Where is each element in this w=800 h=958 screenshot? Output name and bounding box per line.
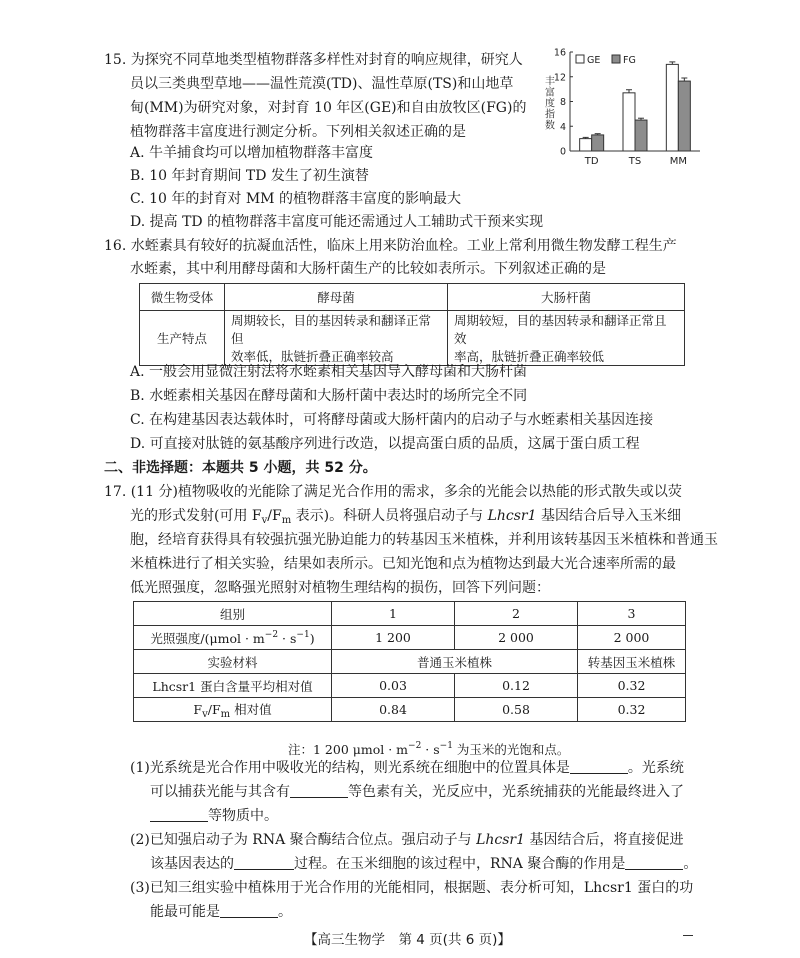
table-header: 大肠杆菌 bbox=[448, 284, 685, 311]
q17-part-3-line-2 bbox=[150, 902, 292, 922]
table-row-header bbox=[134, 626, 332, 650]
table-row-header bbox=[134, 698, 332, 722]
cell-line: 周期较长，目的基因转录和翻译正常但 bbox=[231, 313, 432, 346]
text-span: 能最可能是 bbox=[150, 904, 220, 920]
table-cell: 转基因玉米植株 bbox=[578, 650, 686, 674]
text-span: 等色素有关，光反应中，光系统捕获的光能最终进入了 bbox=[348, 784, 684, 800]
cell-line: 效率低，肽链折叠正确率较高 bbox=[231, 349, 394, 364]
q15-line-1: 15. 为探究不同草地类型植物群落多样性对封育的响应规律，研究人 bbox=[104, 52, 523, 68]
text-span: 基因结合后导入玉米细 bbox=[536, 508, 681, 524]
text-span: 等物质中。 bbox=[208, 808, 278, 824]
q16-line-2: 水蛭素，其中利用酵母菌和大肠杆菌生产的比较如表所示。下列叙述正确的是 bbox=[130, 261, 606, 277]
text-span: 为玉米的光饱和点。 bbox=[452, 742, 570, 757]
y-tick-label: 16 bbox=[553, 47, 566, 59]
q17-line-4: 米植株进行了相关实验，结果如表所示。已知光饱和点为植物达到最大光合速率所需的最 bbox=[130, 556, 676, 572]
q17-part-2-line-2 bbox=[150, 854, 697, 874]
q16-line-1: 16. 水蛭素具有较好的抗凝血活性，临床上用来防治血栓。工业上常利用微生物发酵工程生产 bbox=[104, 238, 677, 254]
table-header: 酵母菌 bbox=[225, 284, 448, 311]
text-span: 表示)。科研人员将强启动子与 bbox=[291, 508, 488, 524]
text-span: 可以捕获光能与其含有 bbox=[150, 784, 290, 800]
q16-comparison-table bbox=[139, 283, 685, 366]
text-span: 。光系统 bbox=[627, 760, 684, 776]
bar-GE-TD bbox=[580, 139, 592, 151]
text-span: 光照强度/(μmol · m bbox=[150, 630, 265, 646]
text-span: 。 bbox=[683, 856, 698, 872]
subscript: v bbox=[261, 515, 268, 526]
table-header: 2 bbox=[455, 602, 578, 626]
table-header: 1 bbox=[332, 602, 455, 626]
text-span: /F bbox=[267, 508, 282, 524]
bar-GE-TS bbox=[623, 93, 635, 151]
q16-option-c[interactable]: C. 在构建基因表达载体时，可将酵母菌或大肠杆菌内的启动子与水蛭素相关基因连接 bbox=[130, 412, 654, 428]
answer-blank[interactable] bbox=[625, 855, 683, 870]
text-span: /F bbox=[207, 701, 221, 717]
answer-blank[interactable] bbox=[150, 807, 208, 822]
legend-label-FG: FG bbox=[623, 55, 636, 66]
q15-option-b[interactable]: B. 10 年封育期间 TD 发生了初生演替 bbox=[130, 168, 369, 184]
answer-blank[interactable] bbox=[234, 855, 294, 870]
y-tick-label: 4 bbox=[559, 121, 566, 133]
text-span: 。 bbox=[278, 904, 292, 920]
text-span: 注：1 200 μmol · m bbox=[288, 742, 409, 757]
table-cell: 0.12 bbox=[455, 674, 578, 698]
q17-line-5: 低光照强度，忽略强光照射对植物生理结构的损伤，回答下列问题： bbox=[130, 580, 550, 596]
legend-swatch-GE bbox=[576, 55, 584, 63]
cell-line: 周期较短，目的基因转录和翻译正常且效 bbox=[454, 313, 667, 346]
legend-label-GE: GE bbox=[587, 55, 601, 66]
cell-line: 率高，肽链折叠正确率较低 bbox=[454, 349, 605, 364]
table-cell: 0.03 bbox=[332, 674, 455, 698]
section-heading: 二、非选择题：本题共 5 小题，共 52 分。 bbox=[104, 460, 377, 476]
table-cell: 1 200 bbox=[332, 626, 455, 650]
superscript: −2 bbox=[408, 741, 422, 751]
text-span: · s bbox=[421, 742, 440, 757]
gene-name: Lhcsr1 bbox=[487, 508, 537, 524]
answer-blank[interactable] bbox=[220, 903, 278, 918]
page-footer: 【高三生物学 第 4 页(共 6 页)】 bbox=[304, 932, 511, 948]
text-span: 相对值 bbox=[230, 701, 272, 717]
text-span: (1)光系统是光合作用中吸收光的结构，则光系统在细胞中的位置具体是 bbox=[130, 760, 570, 776]
bar-FG-MM bbox=[678, 81, 690, 151]
table-row-header: Lhcsr1 蛋白含量平均相对值 bbox=[134, 674, 332, 698]
table-note bbox=[288, 736, 569, 760]
q15-line-4: 植物群落丰富度进行测定分析。下列相关叙述正确的是 bbox=[130, 124, 466, 140]
bar-FG-TD bbox=[592, 135, 604, 151]
q17-line-1: 17. (11 分)植物吸收的光能除了满足光合作用的需求，多余的光能会以热能的形式散失或以荧 bbox=[104, 484, 682, 500]
x-tick-label: MM bbox=[669, 156, 687, 167]
text-span: 基因结合后，将直接促进 bbox=[525, 832, 684, 848]
y-tick-label: 8 bbox=[559, 97, 566, 108]
text-span: ) bbox=[309, 630, 315, 646]
bar-GE-MM bbox=[666, 64, 678, 151]
table-header: 3 bbox=[578, 602, 686, 626]
q16-option-d[interactable]: D. 可直接对肽链的氨基酸序列进行改造，以提高蛋白质的品质，这属于蛋白质工程 bbox=[130, 436, 640, 452]
subscript: v bbox=[202, 708, 208, 720]
table-row-header: 生产特点 bbox=[140, 311, 225, 366]
q17-part-1-line-2 bbox=[150, 782, 684, 802]
subscript: m bbox=[281, 515, 292, 526]
table-row-header: 实验材料 bbox=[134, 650, 332, 674]
q15-option-c[interactable]: C. 10 年的封育对 MM 的植物群落丰富度的影响最大 bbox=[130, 191, 461, 207]
q17-part-1-line-1 bbox=[130, 758, 684, 778]
table-cell: 普通玉米植株 bbox=[332, 650, 578, 674]
text-span: F bbox=[193, 701, 203, 717]
table-cell: 0.32 bbox=[578, 674, 686, 698]
superscript: −2 bbox=[264, 629, 279, 640]
q17-line-3: 胞，经培育获得具有较强抗强光胁迫能力的转基因玉米植株，并利用该转基因玉米植株和普通玉 bbox=[130, 532, 718, 548]
superscript: −1 bbox=[296, 629, 310, 640]
table-cell: 0.84 bbox=[332, 698, 455, 722]
answer-blank[interactable] bbox=[290, 783, 348, 798]
q17-part-1-line-3 bbox=[150, 806, 278, 826]
table-cell: 0.58 bbox=[455, 698, 578, 722]
y-tick-label: 12 bbox=[553, 72, 566, 84]
subscript: m bbox=[220, 708, 231, 720]
table-header: 组别 bbox=[134, 602, 332, 626]
q17-part-3-line-1: (3)已知三组实验中植株用于光合作用的光能相同，根据题、表分析可知，Lhcsr1 蛋白的功 bbox=[130, 880, 694, 896]
bar-FG-TS bbox=[635, 120, 647, 151]
q15-option-a[interactable]: A. 牛羊捕食均可以增加植物群落丰富度 bbox=[130, 145, 374, 161]
text-span: · s bbox=[278, 630, 297, 646]
richness-bar-chart bbox=[528, 40, 708, 175]
q17-part-2-line-1 bbox=[130, 830, 684, 850]
table-cell bbox=[448, 311, 685, 366]
text-span: 该基因表达的 bbox=[150, 856, 234, 872]
table-header: 微生物受体 bbox=[140, 284, 225, 311]
gene-name: Lhcsr1 bbox=[476, 832, 526, 848]
page-dash bbox=[683, 935, 693, 936]
q15-option-d[interactable]: D. 提高 TD 的植物群落丰富度可能还需通过人工辅助式干预来实现 bbox=[130, 214, 544, 230]
q16-option-b[interactable]: B. 水蛭素相关基因在酵母菌和大肠杆菌中表达时的场所完全不同 bbox=[130, 388, 528, 404]
q15-line-3: 甸(MM)为研究对象，对封育 10 年区(GE)和自由放牧区(FG)的 bbox=[130, 100, 527, 116]
text-span: (2)已知强启动子为 RNA 聚合酶结合位点。强启动子与 bbox=[130, 832, 477, 848]
table-cell bbox=[225, 311, 448, 366]
legend-swatch-FG bbox=[612, 55, 620, 63]
q17-results-table bbox=[133, 601, 686, 722]
text-span: 过程。在玉米细胞的该过程中，RNA 聚合酶的作用是 bbox=[294, 856, 626, 872]
table-cell: 2 000 bbox=[455, 626, 578, 650]
y-tick-label: 0 bbox=[559, 146, 566, 158]
superscript: −1 bbox=[439, 741, 453, 751]
x-tick-label: TD bbox=[584, 156, 599, 167]
q17-line-2 bbox=[130, 506, 681, 531]
y-axis-label: 丰富度指数 bbox=[542, 75, 554, 131]
q16-option-a[interactable]: A. 一般会用显微注射法将水蛭素相关基因导入酵母菌和大肠杆菌 bbox=[130, 364, 528, 380]
x-tick-label: TS bbox=[628, 156, 642, 167]
text-span: 光的形式发射(可用 F bbox=[130, 508, 262, 524]
q15-line-2: 员以三类典型草地——温性荒漠(TD)、温性草原(TS)和山地草 bbox=[130, 76, 514, 92]
table-cell: 0.32 bbox=[578, 698, 686, 722]
table-cell: 2 000 bbox=[578, 626, 686, 650]
answer-blank[interactable] bbox=[570, 759, 628, 774]
